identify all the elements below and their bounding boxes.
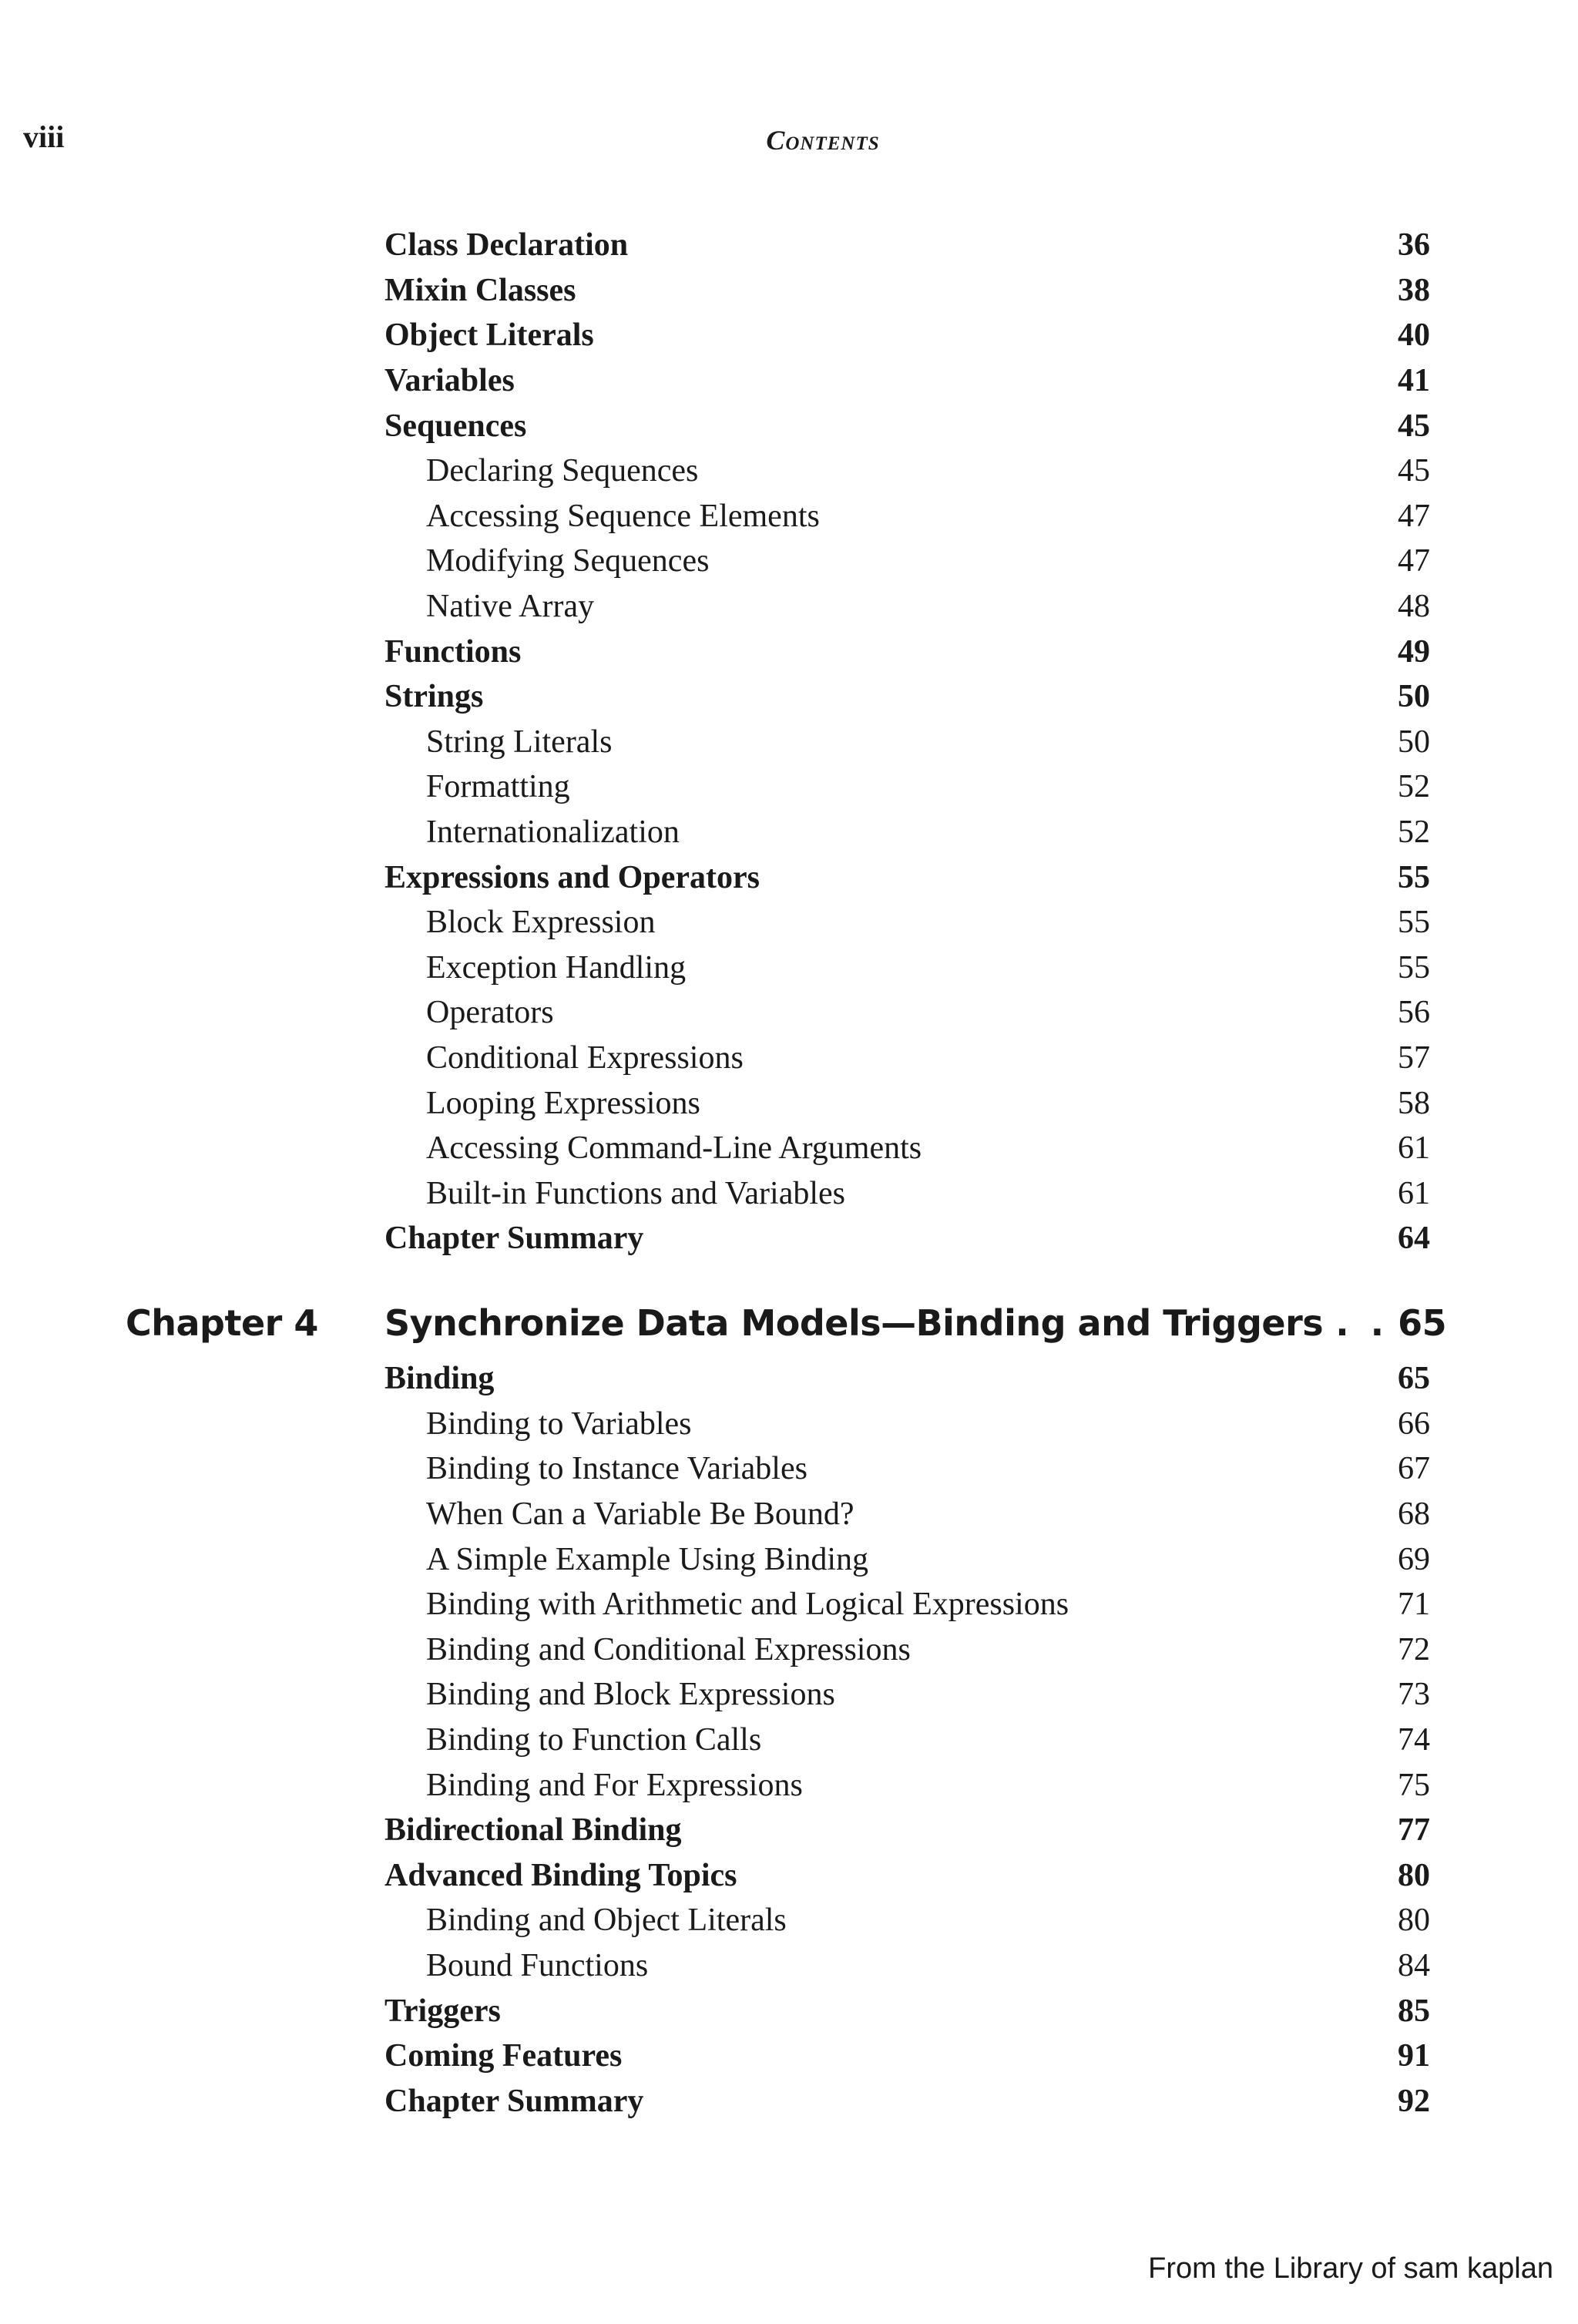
toc-entry-title: Binding and Object Literals bbox=[426, 1903, 787, 1939]
toc-entry-page: 71 bbox=[1398, 1587, 1430, 1623]
toc-entry-title: String Literals bbox=[426, 724, 613, 760]
toc-entry-page: 56 bbox=[1398, 995, 1430, 1031]
toc-entry-page: 84 bbox=[1398, 1948, 1430, 1984]
toc-entry-page: 73 bbox=[1398, 1677, 1430, 1713]
toc-entry-page: 68 bbox=[1398, 1496, 1430, 1533]
toc-entry-subsection[interactable] bbox=[384, 1080, 1430, 1126]
toc-entry-subsection[interactable] bbox=[384, 764, 1430, 810]
toc-entry-title: Chapter Summary bbox=[384, 2083, 644, 2119]
toc-entry-page: 80 bbox=[1398, 1857, 1430, 1893]
toc-entry-page: 50 bbox=[1398, 724, 1430, 760]
toc-entry-subsection[interactable] bbox=[384, 1943, 1430, 1989]
toc-entry-subsection[interactable] bbox=[384, 448, 1430, 494]
toc-entry-title: Functions bbox=[384, 633, 522, 670]
toc-entry-section[interactable] bbox=[384, 1988, 1430, 2034]
toc-entry-page: 55 bbox=[1398, 905, 1430, 941]
toc-entry-page: 45 bbox=[1398, 453, 1430, 489]
toc-entry-subsection[interactable] bbox=[384, 900, 1430, 945]
toc-list-after bbox=[384, 1356, 1430, 2124]
toc-entry-title: Binding and Conditional Expressions bbox=[426, 1631, 911, 1667]
toc-entry-page: 85 bbox=[1398, 1993, 1430, 2029]
toc-entry-section[interactable] bbox=[384, 629, 1430, 674]
toc-entry-subsection[interactable] bbox=[384, 494, 1430, 539]
toc-entry-subsection[interactable] bbox=[384, 1582, 1430, 1627]
toc-entry-title: Mixin Classes bbox=[384, 272, 576, 308]
toc-entry-page: 64 bbox=[1398, 1221, 1430, 1257]
toc-entry-subsection[interactable] bbox=[384, 1126, 1430, 1171]
toc-entry-title: Internationalization bbox=[426, 814, 680, 851]
toc-entry-title: Modifying Sequences bbox=[426, 543, 710, 579]
toc-entry-title: Binding to Instance Variables bbox=[426, 1451, 807, 1487]
toc-entry-page: 52 bbox=[1398, 769, 1430, 805]
toc-entry-page: 50 bbox=[1398, 679, 1430, 715]
toc-entry-page: 61 bbox=[1398, 1175, 1430, 1211]
toc-entry-subsection[interactable] bbox=[384, 810, 1430, 855]
toc-entry-subsection[interactable] bbox=[384, 1536, 1430, 1582]
toc-entry-page: 65 bbox=[1398, 1361, 1430, 1397]
toc-entry-page: 52 bbox=[1398, 814, 1430, 851]
toc-entry-section[interactable] bbox=[384, 1356, 1430, 1402]
running-head: Contents bbox=[766, 125, 880, 156]
toc-entry-subsection[interactable] bbox=[384, 1898, 1430, 1943]
toc-entry-subsection[interactable] bbox=[384, 584, 1430, 630]
chapter-leader-dots: . . bbox=[1335, 1302, 1389, 1344]
toc-list-before bbox=[384, 223, 1430, 1261]
toc-entry-title: Sequences bbox=[384, 408, 527, 444]
toc-entry-page: 57 bbox=[1398, 1039, 1430, 1076]
toc-entry-title: Triggers bbox=[384, 1993, 501, 2029]
toc-entry-section[interactable] bbox=[384, 1216, 1430, 1261]
chapter-title: Synchronize Data Models—Binding and Triggers bbox=[384, 1302, 1324, 1344]
chapter-heading[interactable] bbox=[126, 1298, 1447, 1348]
toc-entry-page: 72 bbox=[1398, 1631, 1430, 1667]
toc-entry-section[interactable] bbox=[384, 358, 1430, 404]
toc-entry-section[interactable] bbox=[384, 313, 1430, 358]
toc-entry-page: 74 bbox=[1398, 1722, 1430, 1758]
toc-entry-title: A Simple Example Using Binding bbox=[426, 1541, 868, 1577]
toc-entry-title: Coming Features bbox=[384, 2038, 623, 2074]
toc-entry-title: Native Array bbox=[426, 589, 595, 625]
toc-entry-title: Accessing Command-Line Arguments bbox=[426, 1130, 922, 1167]
toc-entry-page: 67 bbox=[1398, 1451, 1430, 1487]
toc-entry-section[interactable] bbox=[384, 1808, 1430, 1853]
toc-entry-page: 66 bbox=[1398, 1405, 1430, 1442]
toc-entry-subsection[interactable] bbox=[384, 1446, 1430, 1492]
toc-entry-title: Binding with Arithmetic and Logical Expressions bbox=[426, 1587, 1069, 1623]
toc-entry-page: 92 bbox=[1398, 2083, 1430, 2119]
toc-entry-page: 69 bbox=[1398, 1541, 1430, 1577]
toc-entry-page: 47 bbox=[1398, 543, 1430, 579]
toc-entry-title: Built-in Functions and Variables bbox=[426, 1175, 846, 1211]
toc-entry-title: Block Expression bbox=[426, 905, 656, 941]
toc-entry-title: Binding bbox=[384, 1361, 495, 1397]
toc-entry-page: 80 bbox=[1398, 1903, 1430, 1939]
toc-entry-title: Object Literals bbox=[384, 317, 594, 354]
toc-entry-page: 45 bbox=[1398, 408, 1430, 444]
toc-entry-page: 36 bbox=[1398, 227, 1430, 264]
toc-entry-page: 48 bbox=[1398, 589, 1430, 625]
toc-entry-section[interactable] bbox=[384, 855, 1430, 900]
toc-entry-section[interactable] bbox=[384, 2034, 1430, 2079]
toc-entry-subsection[interactable] bbox=[384, 1672, 1430, 1718]
chapter-page-number: 65 bbox=[1398, 1302, 1447, 1344]
toc-entry-page: 40 bbox=[1398, 317, 1430, 354]
toc-entry-subsection[interactable] bbox=[384, 1492, 1430, 1537]
toc-entry-title: Class Declaration bbox=[384, 227, 629, 264]
toc-entry-title: Exception Handling bbox=[426, 949, 687, 986]
toc-entry-page: 61 bbox=[1398, 1130, 1430, 1167]
toc-entry-title: Bound Functions bbox=[426, 1948, 649, 1984]
toc-entry-title: Variables bbox=[384, 363, 515, 399]
toc-entry-title: Conditional Expressions bbox=[426, 1039, 744, 1076]
toc-entry-subsection[interactable] bbox=[384, 1718, 1430, 1763]
toc-entry-title: Binding to Function Calls bbox=[426, 1722, 762, 1758]
toc-entry-subsection[interactable] bbox=[384, 990, 1430, 1036]
toc-entry-title: Bidirectional Binding bbox=[384, 1812, 682, 1849]
toc-entry-page: 58 bbox=[1398, 1085, 1430, 1121]
chapter-label: Chapter 4 bbox=[126, 1302, 318, 1344]
toc-entry-page: 49 bbox=[1398, 633, 1430, 670]
toc-entry-title: Accessing Sequence Elements bbox=[426, 498, 820, 534]
toc-entry-title: Operators bbox=[426, 995, 554, 1031]
toc-entry-page: 47 bbox=[1398, 498, 1430, 534]
toc-entry-subsection[interactable] bbox=[384, 1170, 1430, 1216]
toc-entry-title: Formatting bbox=[426, 769, 570, 805]
toc-entry-subsection[interactable] bbox=[384, 720, 1430, 765]
toc-entry-page: 55 bbox=[1398, 949, 1430, 986]
toc-entry-subsection[interactable] bbox=[384, 1627, 1430, 1673]
toc-entry-subsection[interactable] bbox=[384, 1762, 1430, 1808]
toc-entry-page: 77 bbox=[1398, 1812, 1430, 1849]
toc-entry-title: Declaring Sequences bbox=[426, 453, 699, 489]
toc-entry-page: 41 bbox=[1398, 363, 1430, 399]
toc-entry-title: Binding to Variables bbox=[426, 1405, 692, 1442]
toc-entry-title: Expressions and Operators bbox=[384, 859, 760, 895]
toc-entry-subsection[interactable] bbox=[384, 945, 1430, 991]
toc-entry-title: Binding and Block Expressions bbox=[426, 1677, 835, 1713]
toc-entry-subsection[interactable] bbox=[384, 1036, 1430, 1081]
toc-entry-title: Binding and For Expressions bbox=[426, 1767, 803, 1803]
toc-entry-section[interactable] bbox=[384, 674, 1430, 720]
toc-entry-page: 75 bbox=[1398, 1767, 1430, 1803]
toc-entry-title: Advanced Binding Topics bbox=[384, 1857, 737, 1893]
toc-entry-subsection[interactable] bbox=[384, 1402, 1430, 1447]
library-watermark: From the Library of sam kaplan bbox=[1148, 2252, 1553, 2285]
toc-entry-section[interactable] bbox=[384, 268, 1430, 314]
toc-entry-section[interactable] bbox=[384, 223, 1430, 268]
toc-entry-title: Chapter Summary bbox=[384, 1221, 644, 1257]
toc-entry-title: When Can a Variable Be Bound? bbox=[426, 1496, 854, 1533]
toc-entry-page: 91 bbox=[1398, 2038, 1430, 2074]
toc-entry-section[interactable] bbox=[384, 1853, 1430, 1899]
toc-entry-page: 38 bbox=[1398, 272, 1430, 308]
toc-entry-subsection[interactable] bbox=[384, 539, 1430, 584]
toc-entry-title: Looping Expressions bbox=[426, 1085, 700, 1121]
toc-entry-section[interactable] bbox=[384, 403, 1430, 448]
toc-entry-section[interactable] bbox=[384, 2079, 1430, 2124]
page-number: viii bbox=[23, 119, 65, 154]
toc-entry-page: 55 bbox=[1398, 859, 1430, 895]
toc-entry-title: Strings bbox=[384, 679, 484, 715]
